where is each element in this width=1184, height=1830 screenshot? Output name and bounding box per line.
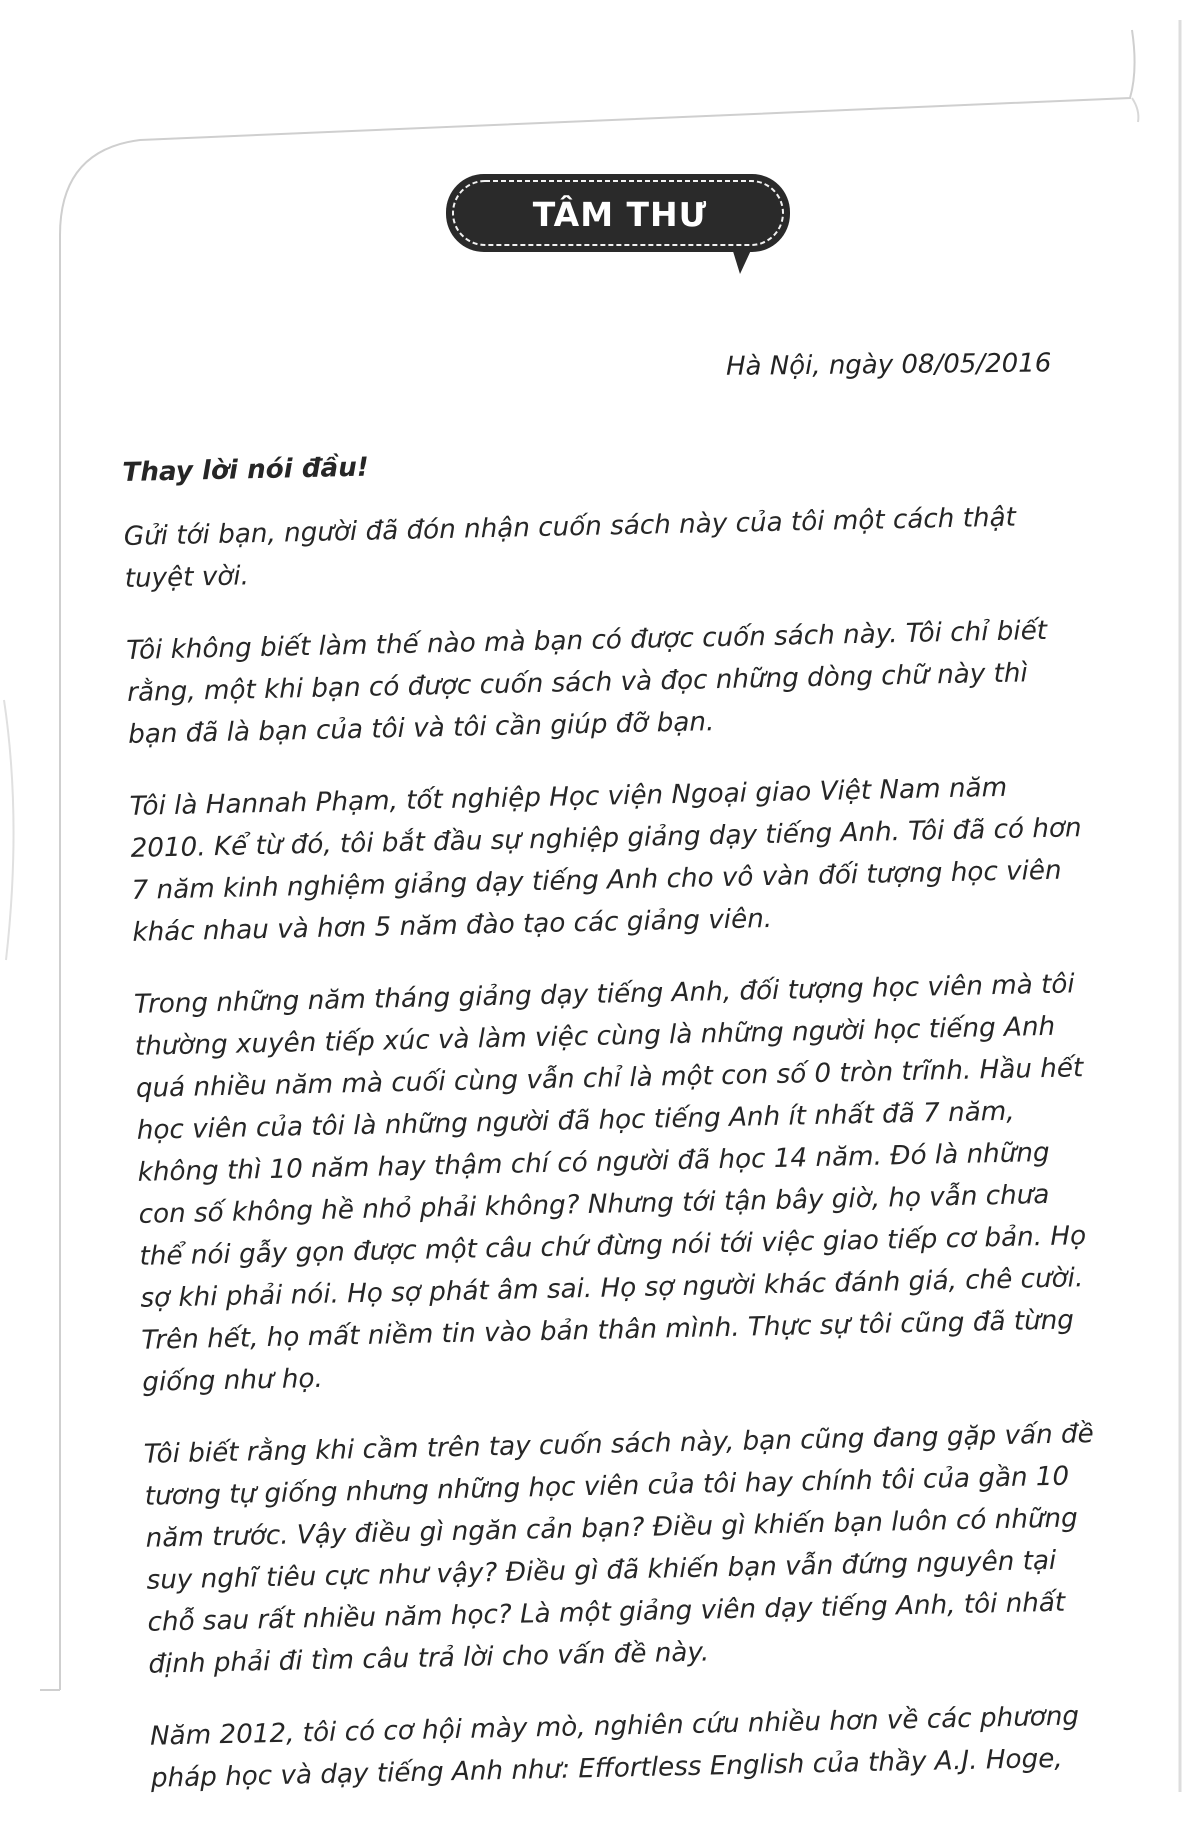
letter-paragraph: Tôi không biết làm thế nào mà bạn có được cuốn sách này. Tôi chỉ biết rằng, một khi bạn có được cuốn sách và đọc những dòng chữ này thì bạn đã là bạn của tôi và tôi cần giúp đỡ bạn. bbox=[126, 615, 1048, 750]
letter-paragraph: Tôi là Hannah Phạm, tốt nghiệp Học viện Ngoại giao Việt Nam năm 2010. Kể từ đó, tôi bắt đầu sự nghiệp giảng dạy tiếng Anh. Tôi đã có hơn 7 năm kinh nghiệm giảng dạy tiếng Anh cho vô vàn đối tượng học viên khác nhau và hơn 5 năm đào tạo các giảng viên. bbox=[129, 772, 1082, 948]
letter-paragraph: Trong những năm tháng giảng dạy tiếng Anh, đối tượng học viên mà tôi thường xuyên tiếp xúc và làm việc cùng là những người học tiếng Anh quá nhiều năm mà cuối cùng vẫn chỉ là một con số 0 tròn trĩnh. Hầu hết học viên của tôi là những người đã học tiếng Anh ít nhất đã 7 năm, không thì 10 năm hay thậm chí có người đã học 14 năm. Đó là những con số không hề nhỏ phải không? Nhưng tới tận bây giờ, họ vẫn chưa thể nói gẫy gọn được một câu chứ đừng nói tới việc giao tiếp cơ bản. Họ sợ khi phải nói. Họ sợ phát âm sai. Họ sợ người khác đánh giá, chê cười. Trên hết, họ mất niềm tin vào bản thân mình. Thực sự tôi cũng đã từng giống như họ. bbox=[133, 969, 1087, 1398]
letter-body bbox=[122, 431, 1104, 1829]
letter-greeting: Thay lời nói đầu! bbox=[122, 452, 370, 488]
letter-paragraph: Tôi biết rằng khi cầm trên tay cuốn sách này, bạn cũng đang gặp vấn đề tương tự giống nhưng những học viên của tôi hay chính tôi của gần 10 năm trước. Vậy điều gì ngăn cản bạn? Điều gì khiến bạn luôn có những suy nghĩ tiêu cực như vậy? Điều gì đã khiến bạn vẫn đứng nguyên tại chỗ sau rất nhiều năm học? Là một giảng viên dạy tiếng Anh, tôi nhất định phải đi tìm câu trả lời cho vấn đề này. bbox=[143, 1419, 1095, 1680]
page-title: TÂM THƯ bbox=[532, 195, 708, 234]
letter-paragraph: Gửi tới bạn, người đã đón nhận cuốn sách này của tôi một cách thật tuyệt vời. bbox=[123, 502, 1017, 594]
letter-paragraph: Năm 2012, tôi có cơ hội mày mò, nghiên cứu nhiều hơn về các phương pháp học và dạy tiếng Anh như: Effortless English của thầy A.J. Hoge, bbox=[149, 1701, 1080, 1794]
letter-date: Hà Nội, ngày 08/05/2016 bbox=[725, 348, 1052, 382]
